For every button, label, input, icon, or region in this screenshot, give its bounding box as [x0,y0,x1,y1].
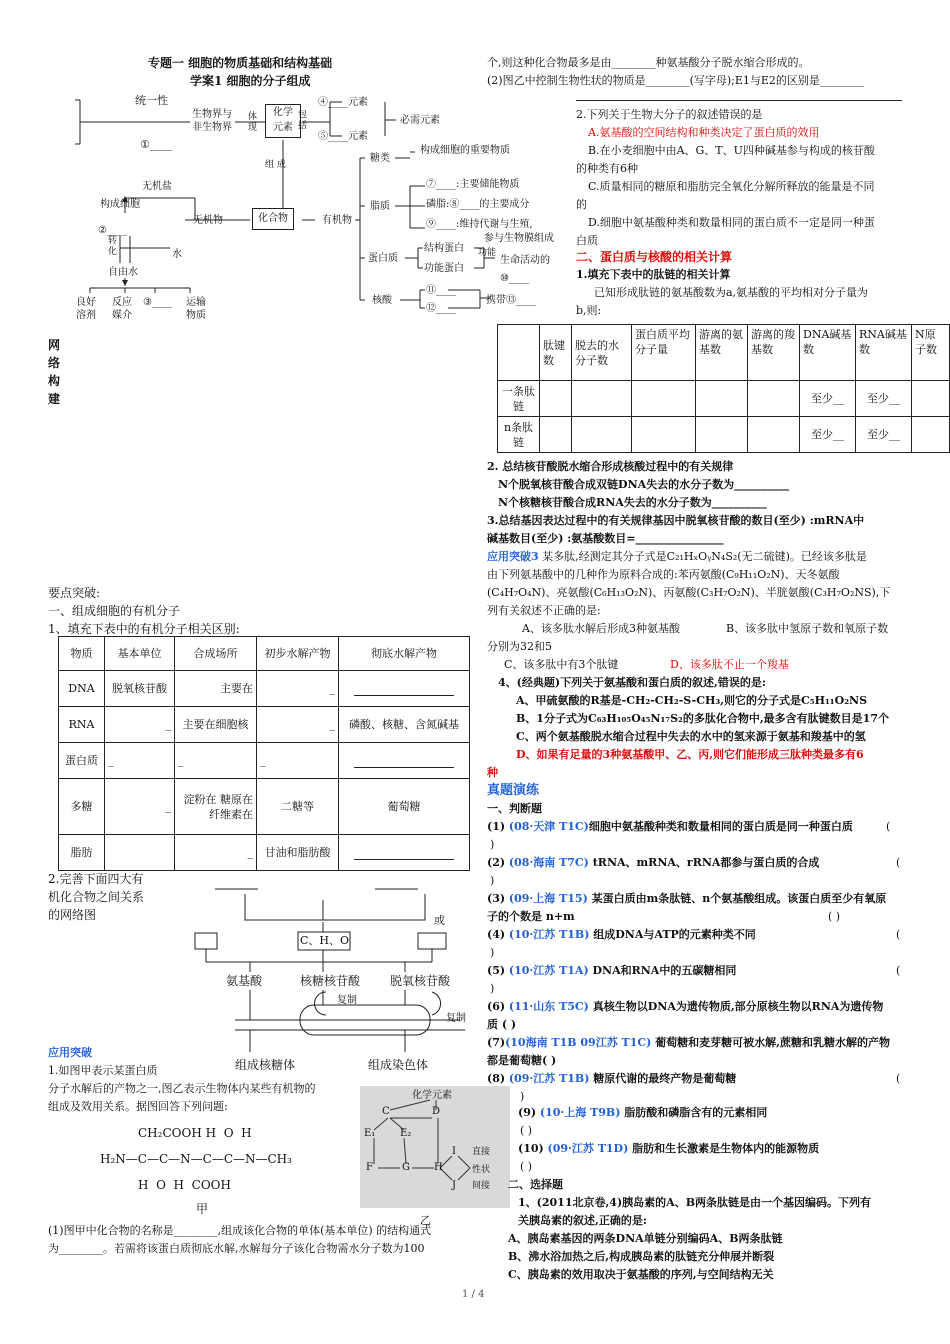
cell: _ [105,779,175,835]
cell [339,671,470,707]
yi-trait: 性状 [472,1165,491,1175]
ribonucleotide-label: 核糖核苷酸 [300,974,361,988]
unity-label: 统一性 [135,94,168,107]
q4-title: 4、(经典题)下列关于氨基酸和蛋白质的叙述,错误的是: [498,676,766,689]
judge-10-paren: ( ) [520,1160,533,1173]
cell: 甘油和脂肪酸 [257,835,339,871]
yi-e2: E₂ [400,1128,412,1139]
cell: 二糖等 [257,779,339,835]
calc-th: RNA碱基数 [856,325,912,381]
judge-6: (6) (11·山东 T5C) 真核生物以DNA为遗传物质,部分原核生物以RNA为遗传物 [487,1000,884,1013]
cell [748,381,800,417]
app3-option-a: A、该多肽水解后形成3种氨基酸 [522,622,680,635]
sugar-role: 构成细胞的重要物质 [420,145,510,156]
cell: 主要在细胞核 [175,707,257,743]
essential-elements: 必需元素 [400,115,440,126]
choice-1b: 关胰岛素的叙述,正确的是: [518,1214,647,1227]
answer-line [576,100,902,101]
app3-option-c: C、该多肽中有3个肽键 [504,658,619,671]
inorganic-label: 无机物 [193,215,223,226]
blank-12: ⑫____ [426,303,456,314]
table-row [59,743,470,779]
yi-e1: E₁ [364,1128,376,1139]
figure-yi-label: 乙 [420,1214,431,1227]
compose-label: 组 成 [265,160,286,170]
judge-10: (10) (09·江苏 T1D) 脂肪和生长激素是生物体内的能源物质 [518,1142,820,1155]
q1-part1-a: (1)图甲中化合物的名称是________,组成该化合物的单体(基本单位) 的结构通式 [48,1224,432,1237]
yi-g: G [402,1162,410,1173]
judge-1-paren: ( [886,820,891,833]
carry-label: 携带⑬____ [486,295,536,306]
page-number: 1 / 4 [462,1289,485,1300]
yi-i: I [452,1146,456,1157]
replicate-label-1: 复制 [337,995,357,1006]
table-row [498,417,950,453]
q2-option-d2: 白质 [576,234,598,247]
calc-2b: N个核糖核苷酸合成RNA失去的水分子数为__________ [498,496,767,509]
deoxynucleotide-label: 脱氧核苷酸 [390,974,451,988]
calc-th: N原子数 [912,325,950,381]
judge-2: (2) (08·海南 T7C) tRNA、mRNA、rRNA都参与蛋白质的合成 [487,856,820,869]
peptide-calc-table [497,324,950,453]
calc-th: 脱去的水分子数 [572,325,632,381]
cell [696,417,748,453]
q2-option-d1: D.细胞中氨基酸种类和数量相同的蛋白质不一定是同一种蛋 [588,216,875,229]
figure-jia-label: 甲 [196,1202,209,1216]
cell: 一条肽链 [498,381,540,417]
calc-3b: 碱基数目(至少) :氨基酸数目=________________ [487,532,724,545]
yi-direct: 直接 [472,1147,491,1157]
blank-1: ①____ [140,138,172,151]
choice-1-c: C、胰岛素的效用取决于氨基酸的序列,与空间结构无关 [508,1268,774,1281]
q4-option-d2: 种 [487,766,498,779]
cell: 蛋白质 [59,743,105,779]
cell: _ [175,743,257,779]
yi-h: H [434,1162,443,1173]
table-row [59,779,470,835]
embody-label: 体 现 [248,112,258,133]
cell: 至少__ [800,417,856,453]
struct-protein: 结构蛋白 [424,243,464,254]
blank-11: ⑪____ [426,285,456,296]
calc-1-title: 1.填充下表中的肽链的相关计算 [576,268,731,281]
app3-label: 应用突破3 [487,550,539,563]
convert-label: 转 化 [108,236,118,257]
cell: _ [257,671,339,707]
cell [696,381,748,417]
app3-option-b: B、该多肽中氢原子数和氧原子数 [726,622,889,635]
cell [540,417,572,453]
calc-2a: N个脱氧核苷酸合成双链DNA失去的水分子数为__________ [498,478,790,491]
cell: _ [105,707,175,743]
q2-option-b1: B.在小麦细胞中由A、G、T、U四种碱基参与构成的核苷酸 [588,144,875,157]
cell [572,417,632,453]
calc-th: DNA碱基数 [800,325,856,381]
judge-4-paren: ( [896,928,901,941]
judge-4-paren-close: ) [490,946,495,959]
app-q1-line1: 1.如图甲表示某蛋白质 [48,1064,158,1077]
choice-1-a: A、胰岛素基因的两条DNA单链分别编码A、B两条肽链 [508,1232,783,1245]
blank-2: ②____ [98,225,127,236]
cell: _ [257,707,339,743]
cell [105,835,175,871]
judge-9: (9) (10·上海 T9B) 脂肪酸和磷脂含有的元素相同 [518,1106,768,1119]
app3-line3: (C₄H₇O₄N)、亮氨酸(C₆H₁₃O₂N)、丙氨酸(C₃H₇O₂N)、半胱氨酸(C₃H₇O₂NS),下 [487,586,891,599]
q4-option-b: B、1分子式为C₆₃H₁₀₅O₄₅N₁₇S₂的多肽化合物中,最多含有肽键数目是17个 [516,712,889,725]
blank-9: ⑨____:维持代谢与生殖, [426,219,533,230]
q4-option-a: A、甲硫氨酸的R基是-CH₂-CH₂-S-CH₃,则它的分子式是C₅H₁₁O₂NS [516,694,868,707]
blank-9b: 参与生物膜组成 [484,233,554,244]
choice-1-b: B、沸水浴加热之后,构成胰岛素的肽链充分伸展并断裂 [508,1250,775,1263]
cell: RNA [59,707,105,743]
judge-4: (4) (10·江苏 T1B) 组成DNA与ATP的元素种类不同 [487,928,756,941]
cell: 淀粉在 糖原在 纤维素在 [175,779,257,835]
page-subtitle: 学案1 细胞的分子组成 [190,74,311,88]
cell [339,835,470,871]
free-water-label: 自由水 [108,267,138,278]
good-solvent: 良好 溶剂 [76,297,96,321]
judge-5: (5) (10·江苏 T1A) DNA和RNA中的五碳糖相同 [487,964,737,977]
cell: 至少__ [856,381,912,417]
section-2: 二、蛋白质与核酸的相关计算 [576,250,733,264]
judge-6b: 质 ( ) [487,1018,517,1031]
amino-acid-label: 氨基酸 [226,974,263,988]
nucleic-label: 核酸 [372,295,392,306]
cell [632,381,696,417]
page-title: 专题一 细胞的物质基础和结构基础 [148,56,333,70]
reaction-medium: 反应 媒介 [112,297,132,321]
cho-box-label: C、H、O [300,934,350,947]
cell [339,743,470,779]
calc-th: 游离的氨基数 [696,325,748,381]
blank-10: ⑩____ [500,273,529,284]
judge-1-paren-close: ) [490,838,495,851]
judge-8-paren: ( [896,1072,901,1085]
yi-f: F [366,1162,373,1173]
judge-7b: 都是葡萄糖( ) [487,1054,557,1067]
judge-1: (1) (08·天津 T1C)细胞中氨基酸种类和数量相同的蛋白质是同一种蛋白质 [487,820,853,833]
cell: n条肽链 [498,417,540,453]
judge-3: (3) (09·上海 T15) 某蛋白质由m条肽链、n个氨基酸组成。该蛋白质至少有氧原 [487,892,887,905]
yi-indirect: 间接 [472,1181,491,1191]
app3-line2: 由下列氨基酸中的几种作为原料合成的:苯丙氨酸(C₉H₁₁O₂N)、天冬氨酸 [487,568,840,581]
function-label: 功能 [478,248,497,258]
cell: 多糖 [59,779,105,835]
compound-box: 化合物 [252,208,294,230]
yi-c: C [382,1106,390,1117]
cell: DNA [59,671,105,707]
th-unit: 基本单位 [105,637,175,671]
cell [632,417,696,453]
judge-5-paren-close: ) [490,982,495,995]
q2-option-a: A.氨基酸的空间结构和种类决定了蛋白质的效用 [588,126,820,139]
blank-3: ③____ [143,297,172,308]
calc-1-note1: 已知形成肽链的氨基酸数为a,氨基酸的平均相对分子量为 [594,286,869,299]
app3-line4: 列有关叙述不正确的是: [487,604,601,617]
cell [912,381,950,417]
judge-2-paren: ( [896,856,901,869]
q4-option-d1: D、如果有足量的3种氨基酸甲、乙、丙,则它们能形成三肽种类最多有6 [516,748,864,761]
func-protein: 功能蛋白 [424,263,464,274]
structure-label: 构成细胞 [100,199,140,210]
th-substance: 物质 [59,637,105,671]
sugar-label: 糖类 [370,153,390,164]
organic-table [58,636,470,871]
cell [912,417,950,453]
q4-option-c: C、两个氨基酸脱水缩合过程中失去的水中的氢来源于氨基和羧基中的氢 [516,730,866,743]
judge-3b: 子的个数是 n+m [487,910,575,923]
cell: 至少__ [856,417,912,453]
transport-label: 运输 物质 [186,297,206,321]
cell: 脂肪 [59,835,105,871]
th-complete: 彻底水解产物 [339,637,470,671]
cell: 脱氧核苷酸 [105,671,175,707]
or-label: 或 [434,914,445,927]
calc-3a: 3.总结基因表达过程中的有关规律基因中脱氧核苷酸的数目(至少) :mRNA中 [487,514,865,527]
question-1: 1、填充下表中的有机分子相关区别: [48,622,240,636]
blank-5: ⑤____元素 [318,131,368,142]
app-section-label: 应用突破 [48,1046,92,1059]
include-label-1: 包 括 [298,110,308,131]
judge-title: 一、判断题 [487,802,542,815]
q1-part1-b: 为________。若需将该蛋白质彻底水解,水解每分子该化合物需水分子数为100 [48,1242,425,1255]
th-site: 合成场所 [175,637,257,671]
formula-bottom: H O H COOH [138,1178,231,1192]
formula-main: H₂N—C—C—N—C—C—N—CH₃ [100,1152,292,1166]
cell: _ [105,743,175,779]
judge-8-paren-close: ) [520,1090,525,1103]
q2-title: 2.下列关于生物大分子的叙述错误的是 [576,108,763,121]
cell: _ [175,835,257,871]
app3-option-b2: 分别为32和5 [487,640,552,653]
cell: 至少__ [800,381,856,417]
calc-2-title: 2. 总结核苷酸脱水缩合形成核酸过程中的有关规律 [487,460,734,473]
judge-3-paren: ( ) [828,910,841,923]
cell: 磷酸、核糖、含氮碱基 [339,707,470,743]
th-partial: 初步水解产物 [257,637,339,671]
cell [540,381,572,417]
q2-option-b2: 的种类有6种 [576,162,638,175]
cell [748,417,800,453]
section-1: 一、组成细胞的有机分子 [48,604,181,618]
organic-label: 有机物 [322,215,352,226]
table-row [59,707,470,743]
calc-th: 游离的羧基数 [748,325,800,381]
table-row [498,381,950,417]
q2-option-c2: 的 [576,198,587,211]
cell: _ [257,743,339,779]
blank-7: ⑦____:主要储能物质 [426,179,520,190]
q2-option-c1: C.质量相同的糖原和脂肪完全氧化分解所释放的能量是不同 [588,180,875,193]
calc-th: 蛋白质平均分子量 [632,325,696,381]
salts-label: 无机盐 [142,181,172,192]
blank-4: ④____元素 [318,97,368,108]
cell: 主要在 [175,671,257,707]
blank-8: 磷脂:⑧____的主要成分 [426,199,530,210]
water-label: 水 [172,249,182,260]
judge-7: (7)(10海南 T1B 09江苏 T1C) 葡萄糖和麦芽糖可被水解,蔗糖和乳糖水解的产物 [487,1036,890,1049]
figure-yi [360,1086,510,1208]
app-q1-line2: 分子水解后的产物之一,图乙表示生物体内某些有机物的 [48,1082,316,1095]
ribosome-label: 组成核糖体 [235,1058,296,1072]
judge-8: (8) (09·江苏 T1B) 糖原代谢的最终产物是葡萄糖 [487,1072,737,1085]
calc-th [498,325,540,381]
judge-2-paren-close: ) [490,874,495,887]
app3-option-d: D、该多肽不止一个羧基 [670,658,789,671]
real-exam-title: 真题演练 [487,783,540,798]
choice-1a: 1、(2011北京卷,4)胰岛素的A、B两条肽链是由一个基因编码。下列有 [518,1196,871,1209]
chem-elements-box: 化学 元素 [265,104,301,138]
bio-nonbio: 生物界与 非生物界 [192,109,232,133]
calc-th: 肽键数 [540,325,572,381]
yi-d: D [432,1106,441,1117]
lipid-label: 脂质 [370,201,390,212]
chromosome-label: 组成染色体 [368,1058,429,1072]
yi-chem-label: 化学元素 [412,1090,452,1101]
cell: 葡萄糖 [339,779,470,835]
protein-label: 蛋白质 [368,253,398,264]
r-line2: (2)图乙中控制生物性状的物质是________(写字母);E1与E2的区别是________ [487,74,864,87]
app3-line1: 应用突破3 某多肽,经测定其分子式是C₂₁HₓOᵧN₄S₂(无二硫键)。已经该多肽是 [487,550,867,563]
life-activity: 生命活动的 [500,255,550,266]
network-side-label: 网 络 构 建 [48,338,61,406]
cell [572,381,632,417]
app-q1-line3: 组成及效用关系。据图回答下列问题: [48,1100,228,1113]
formula-top: CH₂COOH H O H [138,1126,252,1140]
question-2: 2.完善下面四大有 机化合物之间关系 的网络图 [48,872,145,922]
choice-title: 二、选择题 [508,1178,563,1191]
replicate-label-2: 复制 [446,1013,466,1024]
key-points: 要点突破: [48,586,101,600]
r-line1: 个,则这种化合物最多是由________种氨基酸分子脱水缩合形成的。 [487,56,810,69]
table-row [59,671,470,707]
judge-9-paren: ( ) [520,1124,533,1137]
judge-5-paren: ( [896,964,901,977]
calc-1-note2: b,则: [576,304,602,317]
table-row [59,835,470,871]
yi-j: J [452,1180,457,1191]
